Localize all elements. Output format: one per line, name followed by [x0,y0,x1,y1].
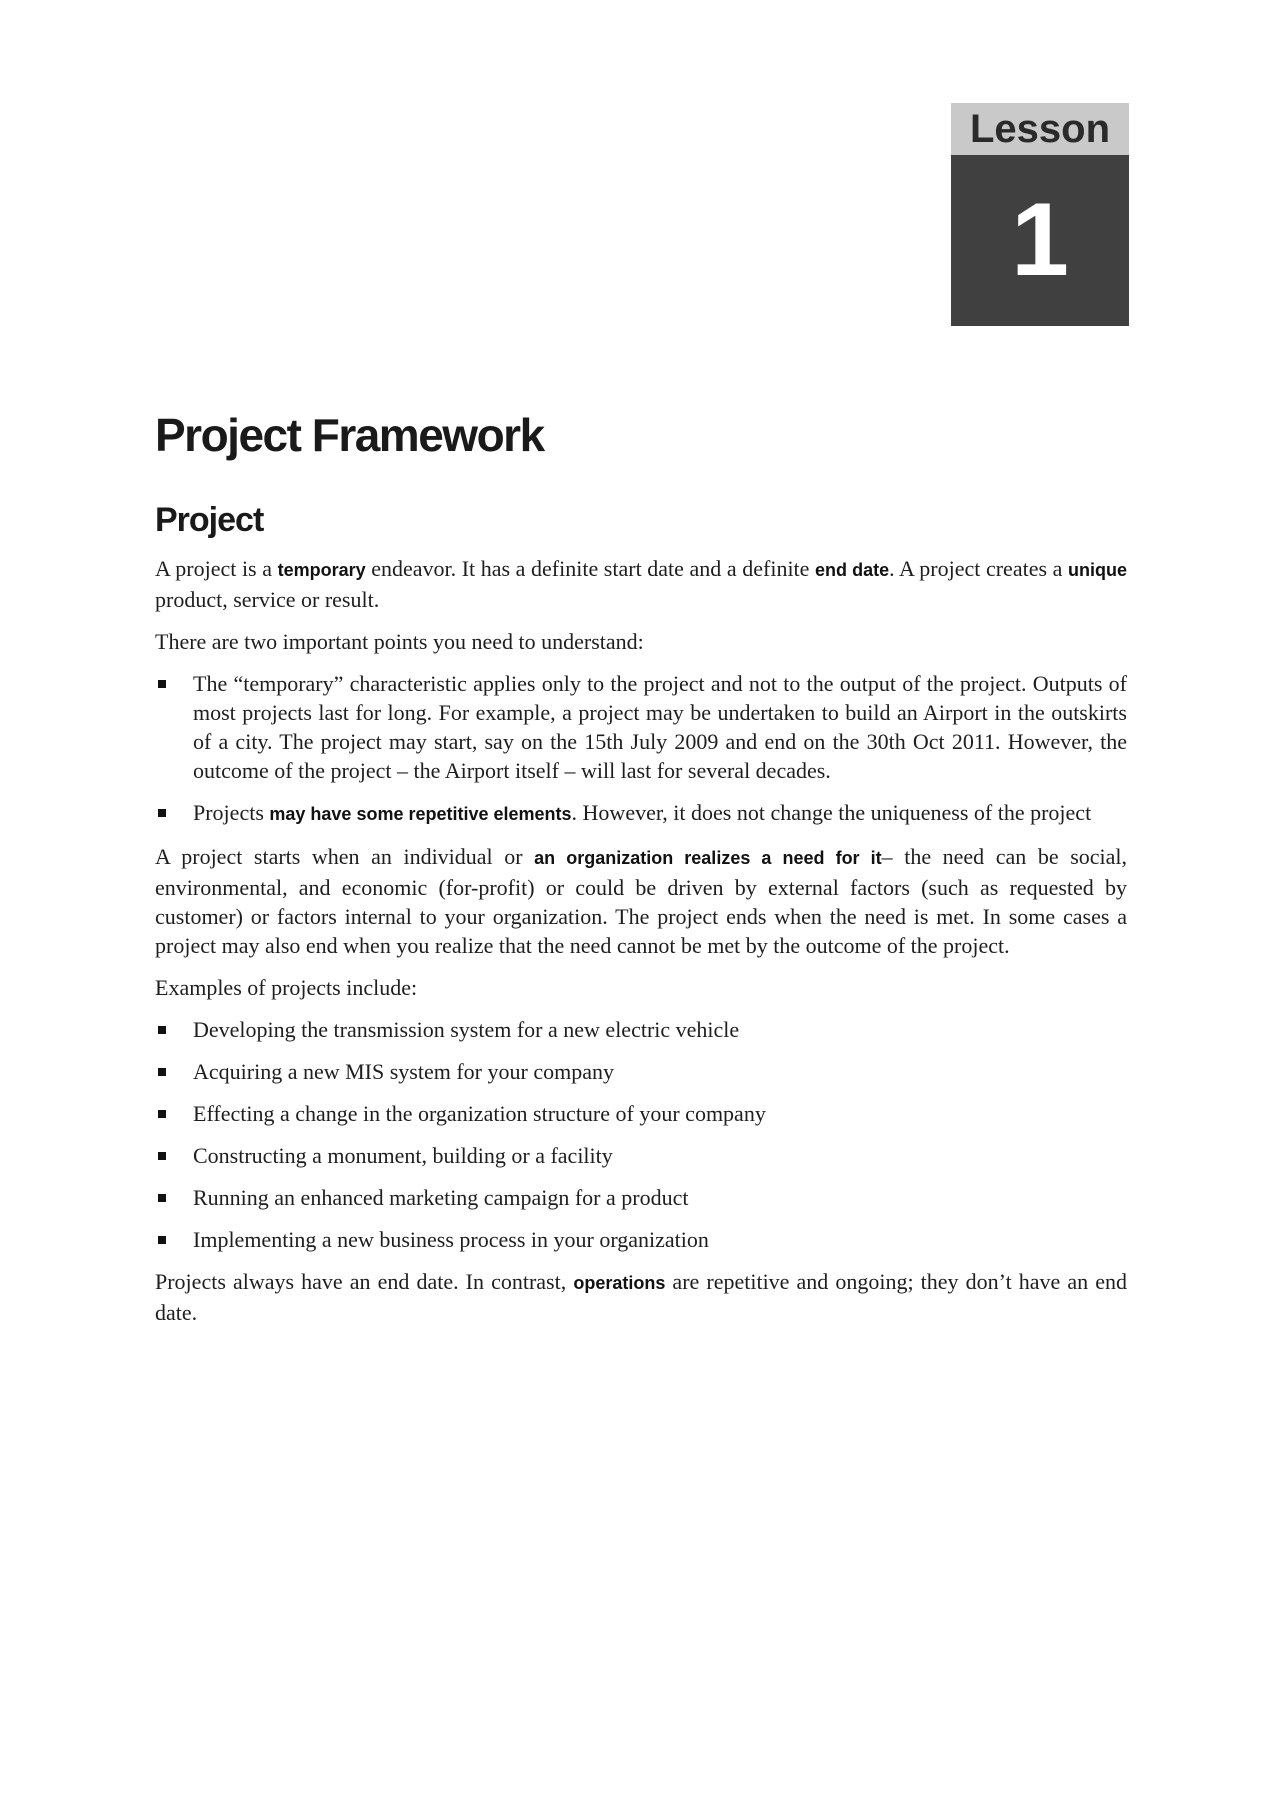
text: Projects [193,800,270,825]
text: A project starts when an individual or [155,844,535,869]
list-item [155,798,1127,829]
paragraph-definition [155,554,1127,614]
examples-list [155,1015,1127,1254]
text: Projects always have an end date. In contrast, [155,1269,574,1294]
bullet-icon [158,1236,166,1244]
list-item [155,1225,1127,1254]
paragraph-points-intro: There are two important points you need to understand: [155,629,644,654]
list-item [155,1057,1127,1086]
list-item [155,669,1127,785]
paragraph-examples-intro: Examples of projects include: [155,975,418,1000]
lesson-badge [951,103,1129,326]
list-item-text: Developing the transmission system for a new electric vehicle [193,1017,740,1042]
list-item-text: Effecting a change in the organization structure of your company [193,1101,766,1126]
text: . However, it does not change the uniqueness of the project [571,800,1092,825]
bullet-icon [158,1110,166,1118]
keyword-unique: unique [1067,560,1127,580]
paragraph-operations [155,1267,1127,1327]
list-item [155,1183,1127,1212]
keyword-operations: operations [573,1273,666,1293]
points-list [155,669,1127,829]
keyword-organization-need: an organization realizes a need for it [534,848,882,868]
list-item [155,1099,1127,1128]
keyword-temporary: temporary [277,560,366,580]
keyword-end-date: end date [815,560,890,580]
text: endeavor. It has a definite start date and a definite [365,556,816,581]
bullet-icon [158,1026,166,1034]
bullet-icon [158,1194,166,1202]
section-title: Project [155,501,264,539]
list-item-text: Running an enhanced marketing campaign for a product [193,1185,689,1210]
page-content [155,400,1127,1340]
keyword-repetitive-elements: may have some repetitive elements [269,804,572,824]
text: A project is a [155,556,278,581]
bullet-icon [158,680,166,688]
bullet-icon [158,1152,166,1160]
bullet-icon [158,809,166,817]
lesson-number: 1 [951,155,1129,326]
list-item-text: The “temporary” characteristic applies only to the project and not to the output of the project. Outputs of most projects last for long. For example, a project may be undertaken to build an Airport in the outskirts of a city. The project may start, say on the 15th July 2009 and end on the 30th Oct 2011. However, the outcome of the project – the Airport itself – will last for several decades. [193,671,1127,783]
list-item-text: Constructing a monument, building or a facility [193,1143,613,1168]
list-item-text: Acquiring a new MIS system for your company [193,1059,614,1084]
list-item [155,1015,1127,1044]
list-item-text: Implementing a new business process in your organization [193,1227,709,1252]
list-item [155,1141,1127,1170]
lesson-label: Lesson [951,103,1129,155]
bullet-icon [158,1068,166,1076]
text: product, service or result. [155,587,380,612]
text: . A project creates a [889,556,1068,581]
text: are repetitive and ongoing; they don’t have an end date. [155,1269,1128,1325]
text: – the need can be social, environmental, and economic (for-profit) or could be driven by external factors (such as requested by customer) or factors internal to your organization. The project ends when the need is met. In some cases a project may also end when you realize that the need cannot be met by the outcome of the project. [155,844,1128,958]
paragraph-project-start [155,842,1127,960]
chapter-title: Project Framework [155,409,544,461]
